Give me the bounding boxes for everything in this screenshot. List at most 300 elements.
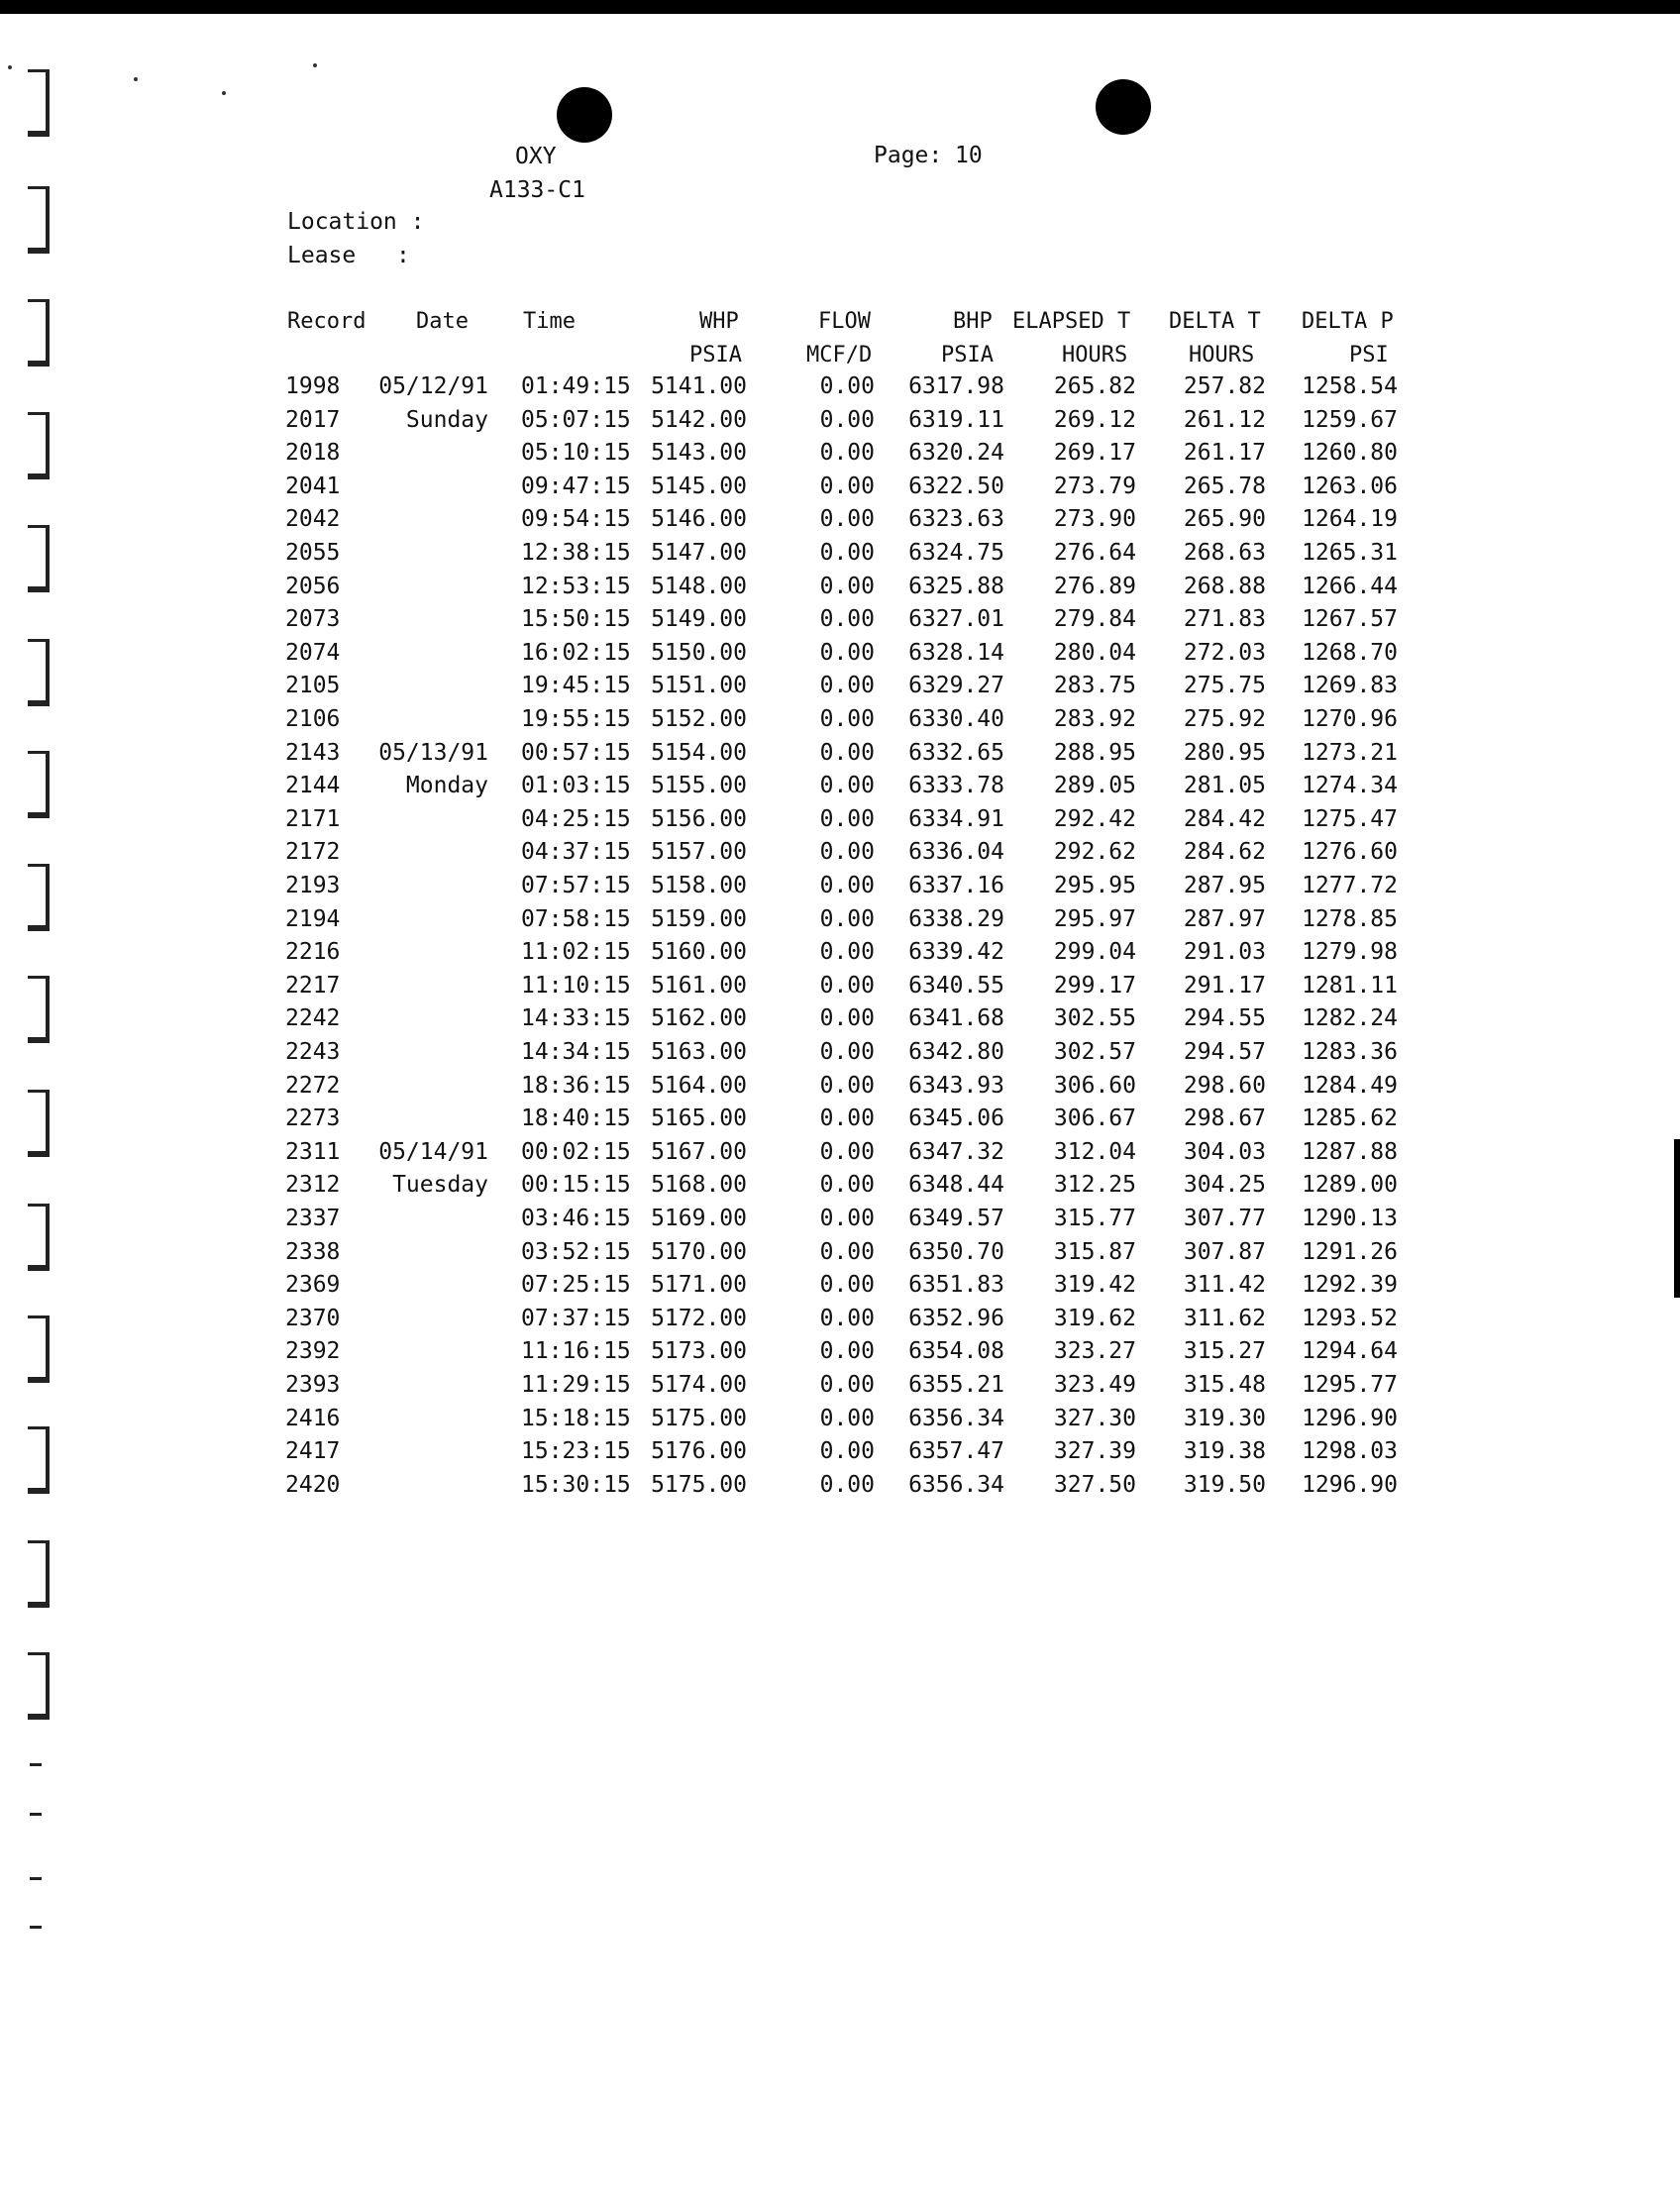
delta-p-cell: 1269.83 (1302, 673, 1398, 699)
whp-cell: 5165.00 (651, 1105, 747, 1132)
elapsed-cell: 295.97 (1053, 905, 1136, 932)
record-cell: 2106 (285, 706, 341, 732)
delta-t-cell: 261.17 (1183, 440, 1266, 467)
flow-cell: 0.00 (819, 1405, 875, 1431)
time-cell: 01:03:15 (521, 773, 631, 799)
col-delta-p: DELTA P (1302, 309, 1394, 334)
elapsed-cell: 312.04 (1053, 1138, 1136, 1165)
time-cell: 11:16:15 (521, 1338, 631, 1365)
record-cell: 2017 (285, 406, 341, 433)
bhp-cell: 6342.80 (908, 1039, 1004, 1065)
time-cell: 11:02:15 (521, 939, 631, 966)
record-cell: 2041 (285, 473, 341, 499)
bhp-cell: 6356.34 (908, 1471, 1004, 1498)
delta-t-cell: 280.95 (1183, 739, 1266, 766)
bhp-cell: 6354.08 (908, 1338, 1004, 1365)
record-cell: 2018 (285, 440, 341, 467)
whp-cell: 5152.00 (651, 706, 747, 732)
whp-cell: 5167.00 (651, 1138, 747, 1165)
flow-cell: 0.00 (819, 1305, 875, 1331)
flow-cell: 0.00 (819, 540, 875, 566)
elapsed-cell: 299.17 (1053, 972, 1136, 999)
time-cell: 03:52:15 (521, 1238, 631, 1265)
whp-cell: 5160.00 (651, 939, 747, 966)
date-cell: Monday (405, 773, 488, 799)
delta-p-cell: 1278.85 (1302, 905, 1398, 932)
record-cell: 2193 (285, 873, 341, 898)
delta-t-cell: 304.25 (1183, 1172, 1266, 1199)
flow-cell: 0.00 (819, 373, 875, 399)
col-bhp-unit: PSIA (941, 343, 994, 368)
flow-cell: 0.00 (819, 706, 875, 732)
bhp-cell: 6337.16 (908, 873, 1004, 898)
record-cell: 1998 (285, 373, 341, 399)
flow-cell: 0.00 (819, 1438, 875, 1465)
flow-cell: 0.00 (819, 673, 875, 699)
whp-cell: 5176.00 (651, 1438, 747, 1465)
flow-cell: 0.00 (819, 1039, 875, 1065)
table-row (0, 1434, 1680, 1468)
whp-cell: 5172.00 (651, 1305, 747, 1331)
time-cell: 09:54:15 (521, 506, 631, 533)
elapsed-cell: 327.30 (1053, 1405, 1136, 1431)
delta-t-cell: 298.60 (1183, 1072, 1266, 1099)
flow-cell: 0.00 (819, 1172, 875, 1199)
record-cell: 2272 (285, 1072, 341, 1099)
table-row (0, 835, 1680, 869)
flow-cell: 0.00 (819, 1138, 875, 1165)
col-whp: WHP (699, 309, 739, 334)
delta-t-cell: 311.42 (1183, 1272, 1266, 1299)
flow-cell: 0.00 (819, 972, 875, 999)
bhp-cell: 6324.75 (908, 540, 1004, 566)
table-row (0, 1268, 1680, 1302)
elapsed-cell: 283.75 (1053, 673, 1136, 699)
col-time: Time (523, 309, 576, 334)
delta-t-cell: 265.78 (1183, 473, 1266, 499)
table-row (0, 1135, 1680, 1169)
table-row (0, 602, 1680, 636)
flow-cell: 0.00 (819, 1372, 875, 1398)
delta-t-cell: 268.63 (1183, 540, 1266, 566)
delta-p-cell: 1263.06 (1302, 473, 1398, 499)
table-row (0, 403, 1680, 437)
col-elapsed-unit: HOURS (1062, 343, 1128, 368)
elapsed-cell: 279.84 (1053, 606, 1136, 633)
delta-t-cell: 319.38 (1183, 1438, 1266, 1465)
delta-t-cell: 271.83 (1183, 606, 1266, 633)
whp-cell: 5146.00 (651, 506, 747, 533)
bhp-cell: 6322.50 (908, 473, 1004, 499)
delta-p-cell: 1283.36 (1302, 1039, 1398, 1065)
time-cell: 00:57:15 (521, 739, 631, 766)
record-cell: 2217 (285, 972, 341, 999)
record-cell: 2105 (285, 673, 341, 699)
delta-t-cell: 265.90 (1183, 506, 1266, 533)
record-cell: 2073 (285, 606, 341, 633)
bhp-cell: 6325.88 (908, 573, 1004, 599)
bhp-cell: 6317.98 (908, 373, 1004, 399)
delta-t-cell: 281.05 (1183, 773, 1266, 799)
bhp-cell: 6352.96 (908, 1305, 1004, 1331)
date-cell: 05/14/91 (378, 1138, 488, 1165)
time-cell: 19:45:15 (521, 673, 631, 699)
elapsed-cell: 327.39 (1053, 1438, 1136, 1465)
delta-t-cell: 319.30 (1183, 1405, 1266, 1431)
time-cell: 00:15:15 (521, 1172, 631, 1199)
col-record: Record (287, 309, 367, 334)
delta-t-cell: 287.97 (1183, 905, 1266, 932)
whp-cell: 5147.00 (651, 540, 747, 566)
table-row (0, 1001, 1680, 1035)
delta-p-cell: 1268.70 (1302, 639, 1398, 666)
flow-cell: 0.00 (819, 440, 875, 467)
whp-cell: 5161.00 (651, 972, 747, 999)
record-cell: 2392 (285, 1338, 341, 1365)
delta-t-cell: 307.77 (1183, 1206, 1266, 1231)
delta-p-cell: 1273.21 (1302, 739, 1398, 766)
whp-cell: 5151.00 (651, 673, 747, 699)
elapsed-cell: 273.90 (1053, 506, 1136, 533)
whp-cell: 5175.00 (651, 1471, 747, 1498)
delta-p-cell: 1274.34 (1302, 773, 1398, 799)
record-cell: 2337 (285, 1206, 341, 1231)
bhp-cell: 6348.44 (908, 1172, 1004, 1199)
whp-cell: 5143.00 (651, 440, 747, 467)
flow-cell: 0.00 (819, 573, 875, 599)
time-cell: 19:55:15 (521, 706, 631, 732)
record-cell: 2420 (285, 1471, 341, 1498)
table-row (0, 669, 1680, 702)
bhp-cell: 6357.47 (908, 1438, 1004, 1465)
delta-p-cell: 1270.96 (1302, 706, 1398, 732)
time-cell: 15:50:15 (521, 606, 631, 633)
elapsed-cell: 306.67 (1053, 1105, 1136, 1132)
elapsed-cell: 265.82 (1053, 373, 1136, 399)
table-row (0, 869, 1680, 902)
bhp-cell: 6320.24 (908, 440, 1004, 467)
elapsed-cell: 306.60 (1053, 1072, 1136, 1099)
flow-cell: 0.00 (819, 506, 875, 533)
page-label: Page: (874, 143, 943, 168)
bhp-cell: 6336.04 (908, 839, 1004, 866)
elapsed-cell: 323.49 (1053, 1372, 1136, 1398)
record-cell: 2144 (285, 773, 341, 799)
whp-cell: 5170.00 (651, 1238, 747, 1265)
flow-cell: 0.00 (819, 873, 875, 898)
whp-cell: 5148.00 (651, 573, 747, 599)
elapsed-cell: 283.92 (1053, 706, 1136, 732)
elapsed-cell: 280.04 (1053, 639, 1136, 666)
time-cell: 04:37:15 (521, 839, 631, 866)
record-cell: 2055 (285, 540, 341, 566)
time-cell: 00:02:15 (521, 1138, 631, 1165)
record-cell: 2056 (285, 573, 341, 599)
table-row (0, 1468, 1680, 1502)
time-cell: 04:25:15 (521, 805, 631, 832)
flow-cell: 0.00 (819, 606, 875, 633)
delta-t-cell: 284.42 (1183, 805, 1266, 832)
bhp-cell: 6343.93 (908, 1072, 1004, 1099)
flow-cell: 0.00 (819, 1206, 875, 1231)
date-cell: 05/13/91 (378, 739, 488, 766)
time-cell: 07:25:15 (521, 1272, 631, 1299)
record-cell: 2338 (285, 1238, 341, 1265)
delta-t-cell: 311.62 (1183, 1305, 1266, 1331)
bhp-cell: 6319.11 (908, 406, 1004, 433)
delta-p-cell: 1295.77 (1302, 1372, 1398, 1398)
delta-p-cell: 1259.67 (1302, 406, 1398, 433)
elapsed-cell: 312.25 (1053, 1172, 1136, 1199)
time-cell: 15:23:15 (521, 1438, 631, 1465)
delta-p-cell: 1266.44 (1302, 573, 1398, 599)
whp-cell: 5159.00 (651, 905, 747, 932)
table-row (0, 470, 1680, 503)
delta-t-cell: 257.82 (1183, 373, 1266, 399)
elapsed-cell: 319.62 (1053, 1305, 1136, 1331)
record-cell: 2216 (285, 939, 341, 966)
elapsed-cell: 292.42 (1053, 805, 1136, 832)
table-row (0, 1402, 1680, 1435)
bhp-cell: 6347.32 (908, 1138, 1004, 1165)
whp-cell: 5168.00 (651, 1172, 747, 1199)
table-row (0, 1035, 1680, 1069)
table-row (0, 536, 1680, 570)
elapsed-cell: 276.89 (1053, 573, 1136, 599)
delta-p-cell: 1291.26 (1302, 1238, 1398, 1265)
record-cell: 2042 (285, 506, 341, 533)
record-cell: 2194 (285, 905, 341, 932)
delta-p-cell: 1287.88 (1302, 1138, 1398, 1165)
table-row (0, 769, 1680, 802)
col-delta-t: DELTA T (1169, 309, 1261, 334)
time-cell: 09:47:15 (521, 473, 631, 499)
whp-cell: 5156.00 (651, 805, 747, 832)
delta-t-cell: 284.62 (1183, 839, 1266, 866)
record-cell: 2242 (285, 1005, 341, 1032)
table-row (0, 636, 1680, 670)
bhp-cell: 6355.21 (908, 1372, 1004, 1398)
whp-cell: 5174.00 (651, 1372, 747, 1398)
table-row (0, 1069, 1680, 1103)
delta-p-cell: 1296.90 (1302, 1471, 1398, 1498)
flow-cell: 0.00 (819, 1105, 875, 1132)
delta-p-cell: 1294.64 (1302, 1338, 1398, 1365)
flow-cell: 0.00 (819, 1272, 875, 1299)
col-whp-unit: PSIA (689, 343, 742, 368)
delta-t-cell: 275.92 (1183, 706, 1266, 732)
table-row (0, 436, 1680, 470)
record-cell: 2171 (285, 805, 341, 832)
elapsed-cell: 292.62 (1053, 839, 1136, 866)
whp-cell: 5145.00 (651, 473, 747, 499)
time-cell: 18:40:15 (521, 1105, 631, 1132)
whp-cell: 5142.00 (651, 406, 747, 433)
bhp-cell: 6330.40 (908, 706, 1004, 732)
bhp-cell: 6341.68 (908, 1005, 1004, 1032)
elapsed-cell: 315.87 (1053, 1238, 1136, 1265)
delta-t-cell: 315.48 (1183, 1372, 1266, 1398)
col-date: Date (416, 309, 469, 334)
delta-t-cell: 294.57 (1183, 1039, 1266, 1065)
table-row (0, 1168, 1680, 1202)
bhp-cell: 6333.78 (908, 773, 1004, 799)
col-flow-unit: MCF/D (806, 343, 873, 368)
delta-p-cell: 1258.54 (1302, 373, 1398, 399)
col-bhp: BHP (953, 309, 993, 334)
delta-t-cell: 291.03 (1183, 939, 1266, 966)
flow-cell: 0.00 (819, 805, 875, 832)
table-row (0, 1102, 1680, 1135)
time-cell: 05:07:15 (521, 406, 631, 433)
delta-p-cell: 1281.11 (1302, 972, 1398, 999)
delta-t-cell: 261.12 (1183, 406, 1266, 433)
delta-p-cell: 1275.47 (1302, 805, 1398, 832)
company-name: OXY (515, 144, 557, 169)
flow-cell: 0.00 (819, 905, 875, 932)
elapsed-cell: 319.42 (1053, 1272, 1136, 1299)
table-row (0, 369, 1680, 403)
whp-cell: 5150.00 (651, 639, 747, 666)
bhp-cell: 6345.06 (908, 1105, 1004, 1132)
whp-cell: 5169.00 (651, 1206, 747, 1231)
bhp-cell: 6334.91 (908, 805, 1004, 832)
flow-cell: 0.00 (819, 839, 875, 866)
delta-t-cell: 319.50 (1183, 1471, 1266, 1498)
delta-p-cell: 1284.49 (1302, 1072, 1398, 1099)
delta-t-cell: 287.95 (1183, 873, 1266, 898)
time-cell: 12:53:15 (521, 573, 631, 599)
bhp-cell: 6356.34 (908, 1405, 1004, 1431)
table-row (0, 736, 1680, 770)
record-cell: 2393 (285, 1372, 341, 1398)
table-row (0, 570, 1680, 603)
flow-cell: 0.00 (819, 939, 875, 966)
elapsed-cell: 323.27 (1053, 1338, 1136, 1365)
bhp-cell: 6338.29 (908, 905, 1004, 932)
flow-cell: 0.00 (819, 1238, 875, 1265)
delta-p-cell: 1296.90 (1302, 1405, 1398, 1431)
delta-t-cell: 291.17 (1183, 972, 1266, 999)
delta-p-cell: 1279.98 (1302, 939, 1398, 966)
whp-cell: 5154.00 (651, 739, 747, 766)
elapsed-cell: 269.17 (1053, 440, 1136, 467)
delta-p-cell: 1260.80 (1302, 440, 1398, 467)
time-cell: 11:29:15 (521, 1372, 631, 1398)
bhp-cell: 6351.83 (908, 1272, 1004, 1299)
well-id: A133-C1 (489, 177, 585, 203)
bhp-cell: 6339.42 (908, 939, 1004, 966)
bhp-cell: 6323.63 (908, 506, 1004, 533)
time-cell: 15:30:15 (521, 1471, 631, 1498)
elapsed-cell: 302.55 (1053, 1005, 1136, 1032)
flow-cell: 0.00 (819, 773, 875, 799)
elapsed-cell: 289.05 (1053, 773, 1136, 799)
date-cell: Tuesday (392, 1172, 488, 1199)
flow-cell: 0.00 (819, 406, 875, 433)
table-row (0, 1334, 1680, 1368)
elapsed-cell: 302.57 (1053, 1039, 1136, 1065)
time-cell: 18:36:15 (521, 1072, 631, 1099)
table-row (0, 802, 1680, 836)
elapsed-cell: 276.64 (1053, 540, 1136, 566)
bhp-cell: 6332.65 (908, 739, 1004, 766)
delta-p-cell: 1289.00 (1302, 1172, 1398, 1199)
bhp-cell: 6350.70 (908, 1238, 1004, 1265)
time-cell: 11:10:15 (521, 972, 631, 999)
time-cell: 07:37:15 (521, 1305, 631, 1331)
table-row (0, 1368, 1680, 1402)
flow-cell: 0.00 (819, 639, 875, 666)
record-cell: 2243 (285, 1039, 341, 1065)
whp-cell: 5158.00 (651, 873, 747, 898)
flow-cell: 0.00 (819, 1072, 875, 1099)
whp-cell: 5173.00 (651, 1338, 747, 1365)
elapsed-cell: 269.12 (1053, 406, 1136, 433)
table-row (0, 1202, 1680, 1235)
time-cell: 05:10:15 (521, 440, 631, 467)
delta-t-cell: 294.55 (1183, 1005, 1266, 1032)
delta-t-cell: 275.75 (1183, 673, 1266, 699)
whp-cell: 5171.00 (651, 1272, 747, 1299)
table-row (0, 702, 1680, 736)
delta-t-cell: 304.03 (1183, 1138, 1266, 1165)
record-cell: 2273 (285, 1105, 341, 1132)
bhp-cell: 6340.55 (908, 972, 1004, 999)
punch-hole-right (1096, 79, 1151, 135)
flow-cell: 0.00 (819, 473, 875, 499)
delta-t-cell: 298.67 (1183, 1105, 1266, 1132)
record-cell: 2074 (285, 639, 341, 666)
record-cell: 2370 (285, 1305, 341, 1331)
table-row (0, 502, 1680, 536)
delta-p-cell: 1282.24 (1302, 1005, 1398, 1032)
delta-p-cell: 1298.03 (1302, 1438, 1398, 1465)
flow-cell: 0.00 (819, 1338, 875, 1365)
table-row (0, 935, 1680, 969)
delta-p-cell: 1264.19 (1302, 506, 1398, 533)
lease-colon: : (396, 243, 410, 268)
delta-t-cell: 272.03 (1183, 639, 1266, 666)
time-cell: 14:33:15 (521, 1005, 631, 1032)
time-cell: 12:38:15 (521, 540, 631, 566)
time-cell: 15:18:15 (521, 1405, 631, 1431)
bhp-cell: 6328.14 (908, 639, 1004, 666)
flow-cell: 0.00 (819, 1005, 875, 1032)
whp-cell: 5162.00 (651, 1005, 747, 1032)
elapsed-cell: 315.77 (1053, 1206, 1136, 1231)
elapsed-cell: 299.04 (1053, 939, 1136, 966)
date-cell: Sunday (405, 406, 488, 433)
elapsed-cell: 273.79 (1053, 473, 1136, 499)
delta-p-cell: 1292.39 (1302, 1272, 1398, 1299)
elapsed-cell: 288.95 (1053, 739, 1136, 766)
record-cell: 2143 (285, 739, 341, 766)
delta-p-cell: 1265.31 (1302, 540, 1398, 566)
table-row (0, 902, 1680, 936)
page-number: 10 (955, 143, 983, 168)
time-cell: 07:57:15 (521, 873, 631, 898)
table-row (0, 1235, 1680, 1269)
whp-cell: 5163.00 (651, 1039, 747, 1065)
table-row (0, 969, 1680, 1002)
record-cell: 2312 (285, 1172, 341, 1199)
bhp-cell: 6349.57 (908, 1206, 1004, 1231)
delta-p-cell: 1290.13 (1302, 1206, 1398, 1231)
delta-p-cell: 1276.60 (1302, 839, 1398, 866)
elapsed-cell: 327.50 (1053, 1471, 1136, 1498)
delta-t-cell: 307.87 (1183, 1238, 1266, 1265)
